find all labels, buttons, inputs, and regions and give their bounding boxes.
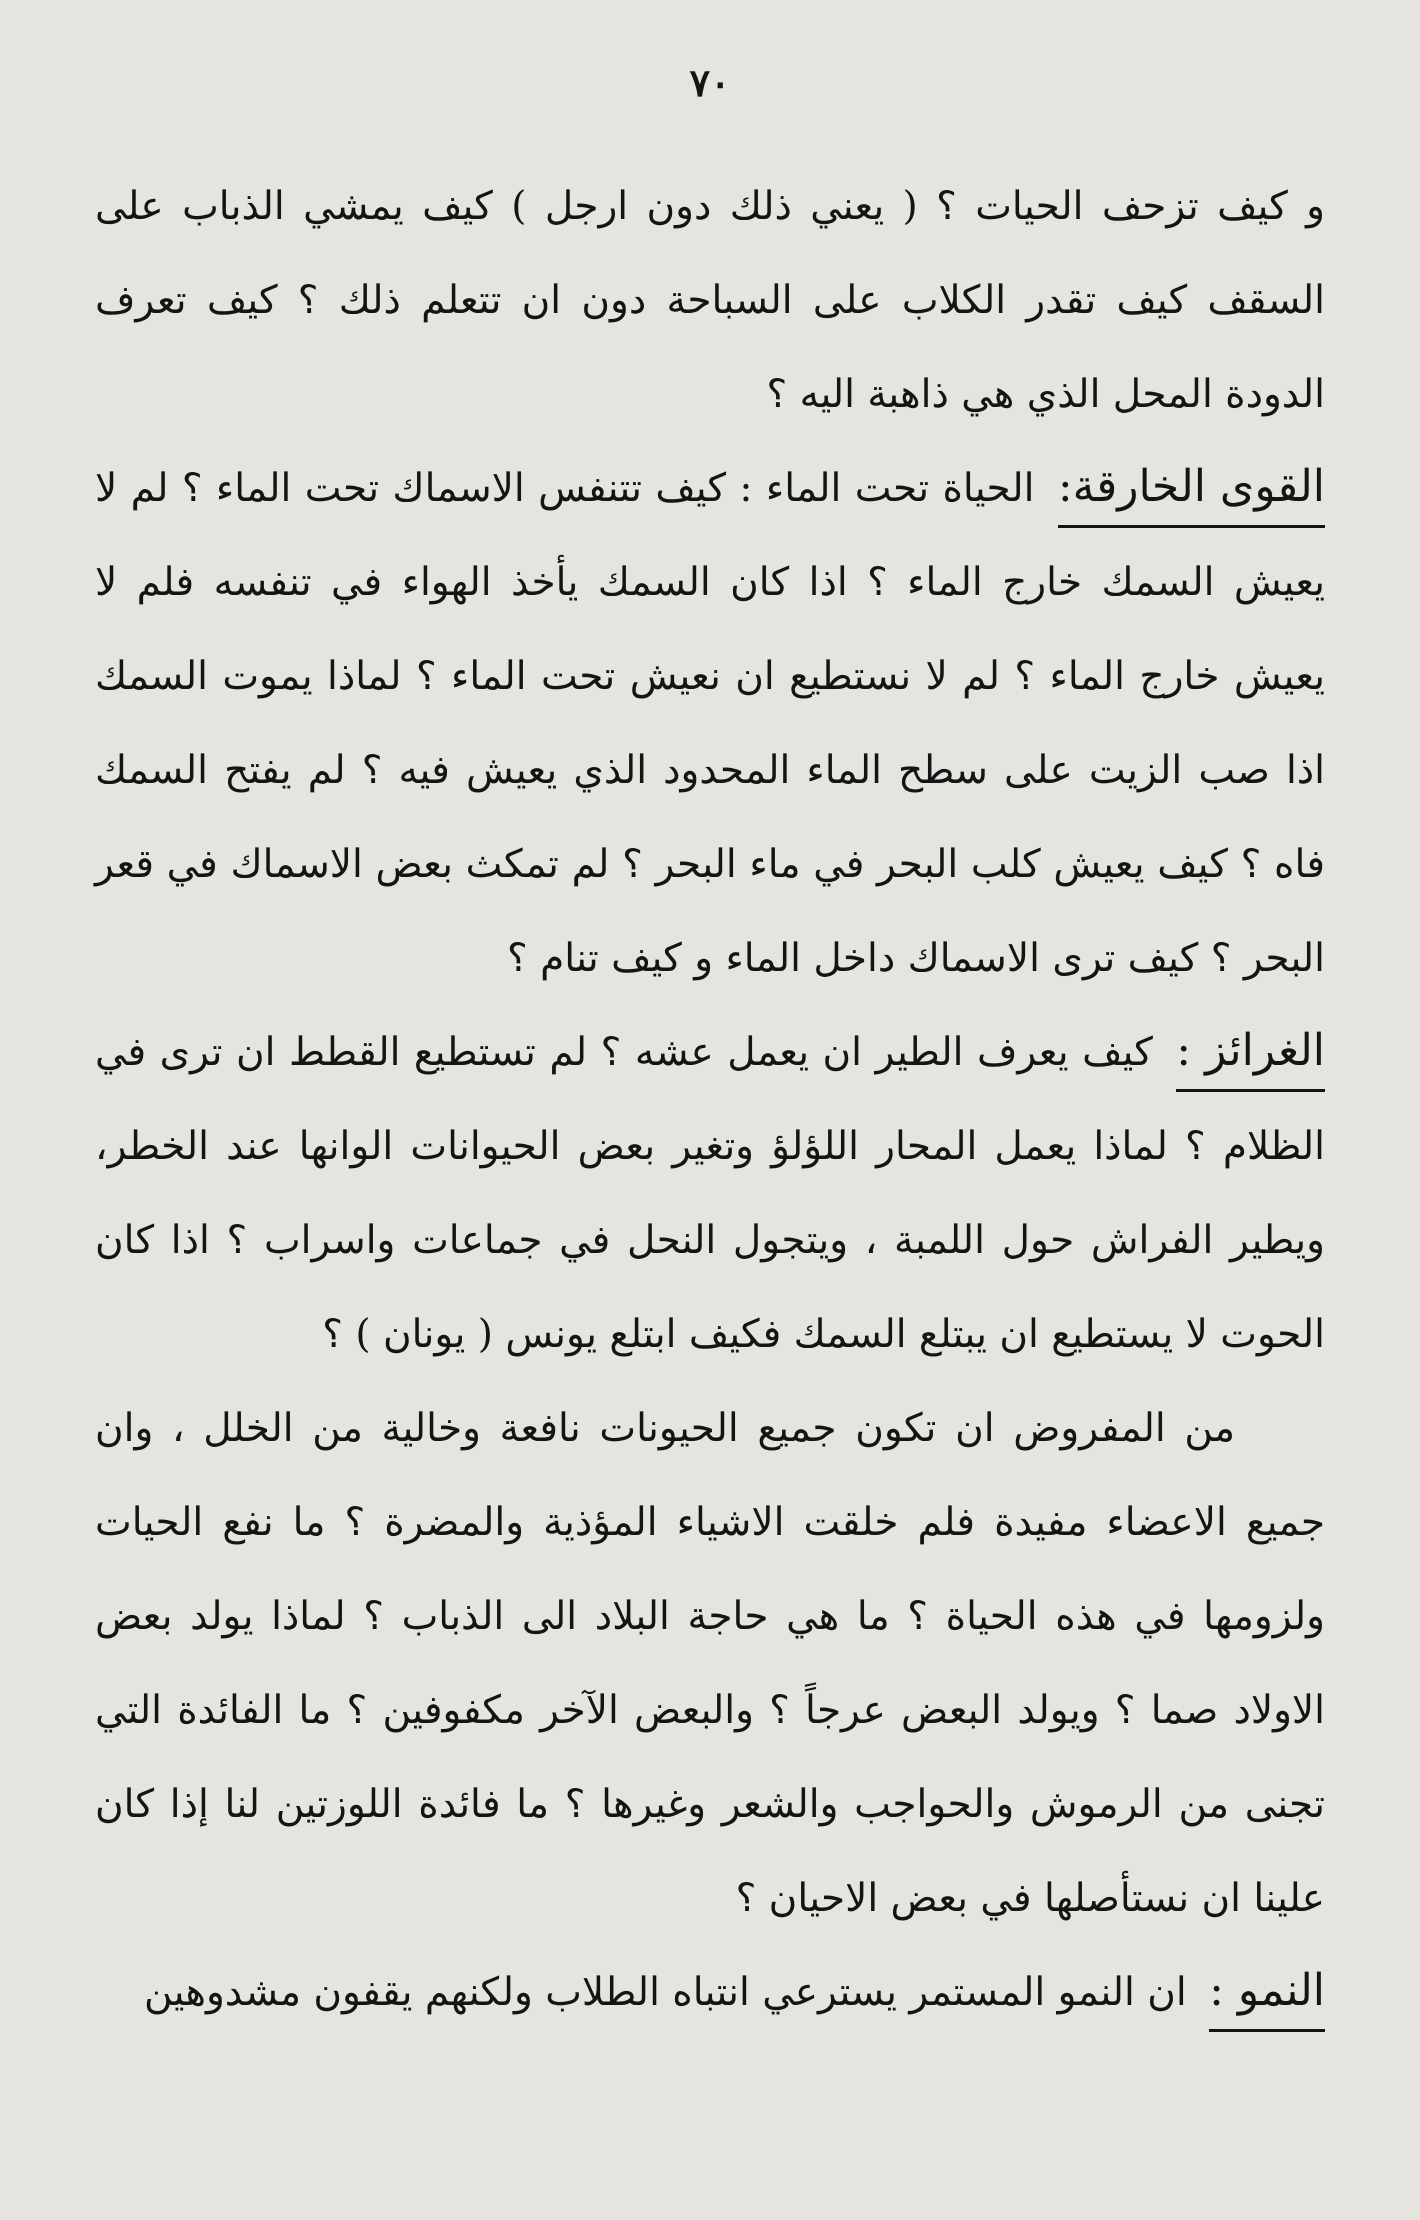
paragraph-5-text: ان النمو المستمر يسترعي انتباه الطلاب ولكنهم يقفون مشدوهين	[143, 1970, 1187, 2015]
paragraph-4	[95, 1382, 1325, 1946]
paragraph-2-text: الحياة تحت الماء : كيف تتنفس الاسماك تحت الماء ؟ لم لا يعيش السمك خارج الماء ؟ اذا كان السمك يأخذ الهواء في تنفسه فلم لا يعيش خارج الماء ؟ لم لا نستطيع ان نعيش تحت الماء ؟ لماذا يموت السمك اذا صب الزيت على سطح الماء المحدود الذي يعيش فيه ؟ لم يفتح السمك فاه ؟ كيف يعيش كلب البحر في ماء البحر ؟ لم تمكث بعض الاسماك في قعر البحر ؟ كيف ترى الاسماك داخل الماء و كيف تنام ؟	[95, 466, 1325, 981]
paragraph-3	[95, 1006, 1325, 1382]
paragraph-3-text: كيف يعرف الطير ان يعمل عشه ؟ لم تستطيع القطط ان ترى في الظلام ؟ لماذا يعمل المحار اللؤلؤ وتغير بعض الحيوانات الوانها عند الخطر، ويطير الفراش حول اللمبة ، ويتجول النحل في جماعات واسراب ؟ اذا كان الحوت لا يستطيع ان يبتلع السمك فكيف ابتلع يونس ( يونان ) ؟	[95, 1030, 1325, 1357]
paragraph-2	[95, 442, 1325, 1006]
paragraph-4-text: من المفروض ان تكون جميع الحيونات نافعة وخالية من الخلل ، وان جميع الاعضاء مفيدة فلم خلقت الاشياء المؤذية والمضرة ؟ ما نفع الحيات ولزومها في هذه الحياة ؟ ما هي حاجة البلاد الى الذباب ؟ لماذا يولد بعض الاولاد صما ؟ ويولد البعض عرجاً ؟ والبعض الآخر مكفوفين ؟ ما الفائدة التي تجنى من الرموش والحواجب والشعر وغيرها ؟ ما فائدة اللوزتين لنا إذا كان علينا ان نستأصلها في بعض الاحيان ؟	[95, 1406, 1325, 1921]
section-heading-growth: النمو :	[1209, 1963, 1325, 2032]
section-heading-instincts: الغرائز :	[1176, 1023, 1325, 1092]
paragraph-1	[95, 160, 1325, 442]
page-body	[95, 160, 1325, 2040]
page-number: ٧٠	[689, 60, 731, 105]
paragraph-1-text: و كيف تزحف الحيات ؟ ( يعني ذلك دون ارجل ) كيف يمشي الذباب على السقف كيف تقدر الكلاب على السباحة دون ان تتعلم ذلك ؟ كيف تعرف الدودة المحل الذي هي ذاهبة اليه ؟	[95, 184, 1325, 417]
paragraph-5	[95, 1946, 1325, 2040]
section-heading-supernatural-powers: القوى الخارقة:	[1058, 459, 1325, 528]
